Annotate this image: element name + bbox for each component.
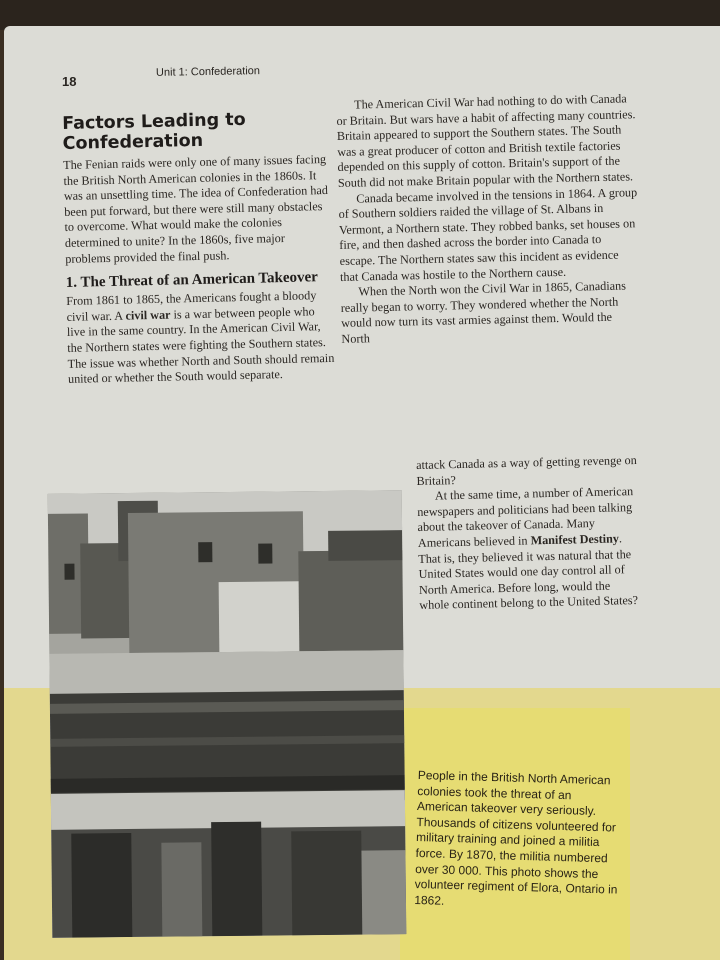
- right-column: [336, 91, 642, 347]
- running-head: Unit 1: Confederation: [155, 65, 261, 79]
- paragraph-4: At the same time, a number of American newspapers and politicians had been talking about the takeover of Canada. Many Americans believed in Manifest Destiny. That is, they believed it was natural that the United States would one day control all of North America. Before long, would the whole continent belong to the United States?: [417, 484, 639, 613]
- militia-photo-illustration: [48, 490, 407, 938]
- right-column-lower: [416, 453, 641, 614]
- subsection-heading: 1. The Threat of an American Takeover: [65, 269, 319, 292]
- page-number: 18: [62, 74, 77, 89]
- intro-paragraph: The Fenian raids were only one of many issues facing the British North American colonies in the 1860s. It was an unsettling time. The idea of Confederation had been put forward, but there were still many obstacles to overcome. What would make the colonies determined to unite? In the 1860s, five major problems provided the final push.: [62, 152, 329, 266]
- paragraph-3: When the North won the Civil War in 1865, Canadians really began to worry. They wondered whether the North would now turn its vast armies against them. Would the North: [340, 278, 627, 346]
- title-line-1: Factors Leading to: [62, 109, 246, 134]
- paragraph-1: The American Civil War had nothing to do with Canada or Britain. But wars have a habit of affecting many countries. Britain appeared to support the Southern states. The South was a great producer of cotton and British textile factories depended on this supply of cotton. Britain's support of the South did not make Britain popular with the Northern states.: [336, 91, 636, 190]
- book-page: [4, 26, 720, 960]
- paragraph-2: Canada became involved in the tensions in 1864. A group of Southern soldiers raided the village of St. Albans in Vermont, a Northern state. They robbed banks, set houses on fire, and then dashed across the border into Canada to escape. The Northern states saw this incident as evidence that Canada was hostile to the Northern cause.: [338, 184, 638, 284]
- historic-photo: [48, 490, 407, 938]
- section-title: [62, 108, 331, 154]
- paragraph-3-continued: attack Canada as a way of getting revenge on Britain?: [416, 452, 637, 488]
- left-column: [62, 108, 336, 388]
- title-line-2: Confederation: [62, 130, 204, 154]
- keyword-manifest-destiny: Manifest Destiny: [530, 531, 620, 548]
- keyword-civil-war: civil war: [125, 307, 171, 323]
- photo-caption: People in the British North American colonies took the threat of an American takeover very seriously. Thousands of citizens volunteered for military training and joined a militia force. By 1870, the militia numbered over 30 000. This photo shows the volunteer regiment of Elora, Ontario in 1862.: [414, 768, 618, 908]
- civil-war-paragraph: From 1861 to 1865, the Americans fought a bloody civil war. A civil war is a war between people who live in the same country. In the American Civil War, the Northern states were fighting the Southern states. The issue was whether North and South should remain united or whether the South would separate.: [66, 288, 335, 387]
